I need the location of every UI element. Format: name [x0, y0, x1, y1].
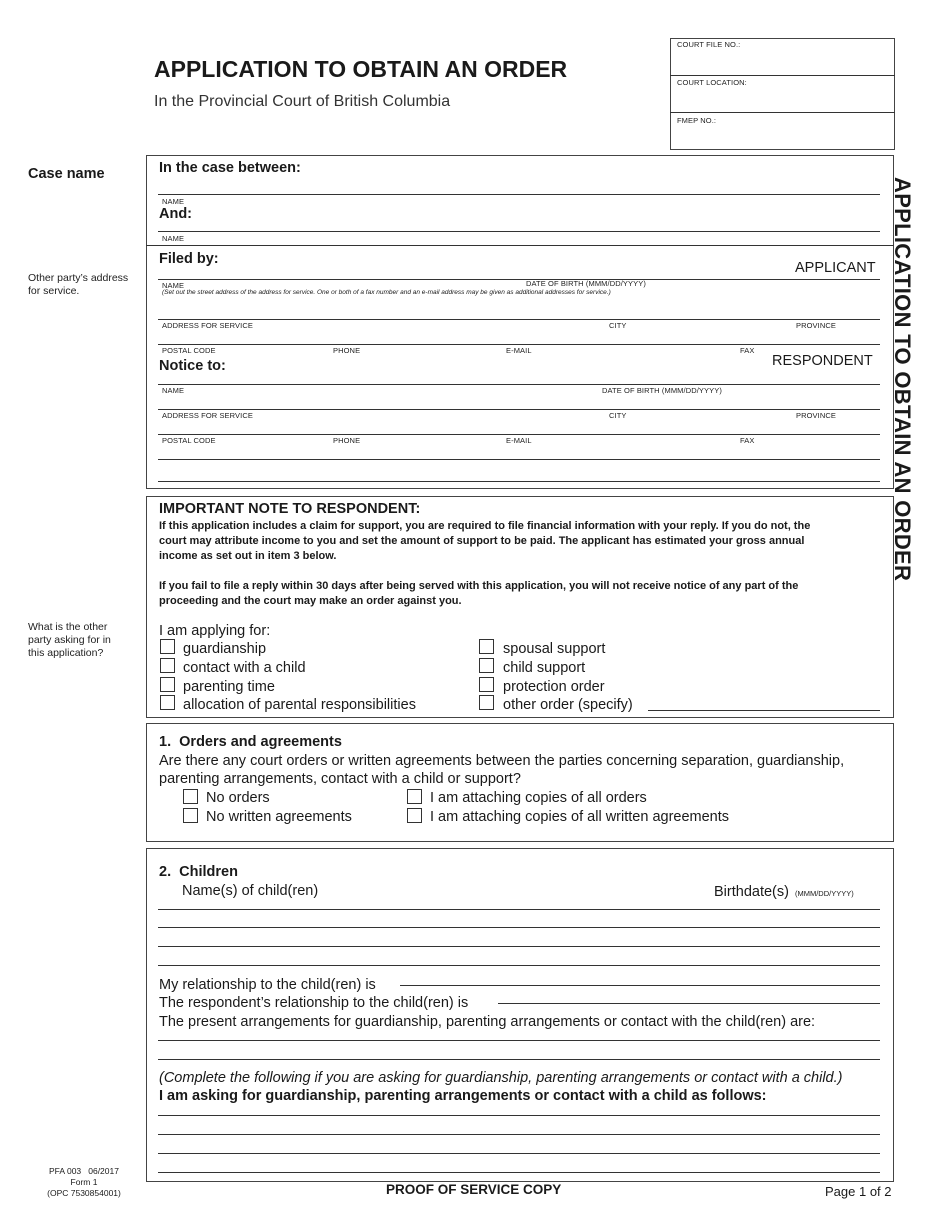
reply-deadline-notice: If you fail to file a reply within 30 days after being served with this application, you will not receive notice of any part of the proceeding and the court may make an order against you. [159, 580, 799, 607]
phone-label: PHONE [333, 436, 361, 445]
fax-label: FAX [740, 436, 755, 445]
other-party-address-note: Other party’s address for service. [28, 272, 129, 297]
asking-line[interactable] [158, 1172, 880, 1173]
name-label: NAME [162, 386, 185, 395]
orders-heading: 1. Orders and agreements [159, 734, 342, 750]
court-info-box [670, 38, 895, 150]
option-label: No written agreements [206, 809, 352, 825]
respondent-relationship-line[interactable] [498, 1003, 880, 1004]
page-number: Page 1 of 2 [825, 1184, 892, 1199]
email-label: E-MAIL [506, 346, 532, 355]
city-label: CITY [609, 321, 627, 330]
filed-by-heading: Filed by: [159, 251, 219, 267]
dob-label: DATE OF BIRTH (MMM/DD/YYYY) [526, 279, 646, 288]
fax-label: FAX [740, 346, 755, 355]
present-arrangements-label: The present arrangements for guardianship, parenting arrangements or contact with the child(ren) are: [159, 1014, 816, 1030]
notice-address-line[interactable] [158, 409, 880, 410]
form-subtitle: In the Provincial Court of British Columbia [154, 93, 451, 110]
option-label: contact with a child [183, 660, 306, 676]
other-order-specify-line[interactable] [648, 710, 880, 711]
complete-note: (Complete the following if you are asking for guardianship, parenting arrangements or contact with a child.) [159, 1070, 843, 1086]
phone-label: PHONE [333, 346, 361, 355]
applicant-name-line[interactable] [158, 194, 880, 195]
child-names-label: Name(s) of child(ren) [182, 883, 319, 899]
option-label: protection order [503, 679, 605, 695]
option-label: No orders [206, 790, 270, 806]
email-label: E-MAIL [506, 436, 532, 445]
option-label: other order (specify) [503, 697, 633, 713]
postal-code-label: POSTAL CODE [162, 436, 216, 445]
parental-responsibilities-checkbox[interactable] [160, 695, 175, 710]
and-heading: And: [159, 206, 193, 222]
asking-as-follows-label: I am asking for guardianship, parenting arrangements or contact with a child as follows: [159, 1088, 767, 1104]
address-label: ADDRESS FOR SERVICE [162, 321, 253, 330]
option-label: guardianship [183, 641, 267, 657]
respondent-role: RESPONDENT [772, 353, 873, 369]
orders-question: Are there any court orders or written agreements between the parties concerning separation, guardianship, parenting arrangements, contact with a child or support? [159, 753, 845, 787]
notice-name-line[interactable] [158, 384, 880, 385]
children-heading: 2. Children [159, 864, 238, 880]
asking-line[interactable] [158, 1134, 880, 1135]
child-line[interactable] [158, 965, 880, 966]
address-label: ADDRESS FOR SERVICE [162, 411, 253, 420]
court-location-field[interactable]: COURT LOCATION: [677, 78, 747, 87]
no-orders-checkbox[interactable] [183, 789, 198, 804]
name-label: NAME [162, 281, 185, 290]
dob-label: DATE OF BIRTH (MMM/DD/YYYY) [602, 386, 722, 395]
province-label: PROVINCE [796, 321, 836, 330]
child-line[interactable] [158, 927, 880, 928]
my-relationship-label: My relationship to the child(ren) is [159, 977, 376, 993]
address-instruction: (Set out the street address of the address for service. One or both of a fax number and an e-mail address may be given as additional addresses for service.) [162, 289, 611, 296]
attaching-orders-checkbox[interactable] [407, 789, 422, 804]
postal-code-label: POSTAL CODE [162, 346, 216, 355]
applicant-role: APPLICANT [795, 260, 876, 276]
contact-with-child-checkbox[interactable] [160, 658, 175, 673]
form-code-block: PFA 003 06/2017 Form 1 (OPC 7530854001) [47, 1166, 121, 1198]
arrangements-line[interactable] [158, 1040, 880, 1041]
important-note-heading: IMPORTANT NOTE TO RESPONDENT: [159, 501, 421, 517]
name-label: NAME [162, 234, 185, 243]
no-written-agreements-checkbox[interactable] [183, 808, 198, 823]
filed-by-name-line[interactable] [158, 279, 880, 280]
asking-for-note: What is the other party asking for in this application? [28, 621, 111, 659]
notice-to-heading: Notice to: [159, 358, 226, 374]
attaching-agreements-checkbox[interactable] [407, 808, 422, 823]
asking-line[interactable] [158, 1115, 880, 1116]
asking-line[interactable] [158, 1153, 880, 1154]
other-order-checkbox[interactable] [479, 695, 494, 710]
case-between-heading: In the case between: [159, 160, 301, 176]
case-name-note: Case name [28, 166, 105, 182]
form-title: APPLICATION TO OBTAIN AN ORDER [154, 56, 568, 82]
guardianship-checkbox[interactable] [160, 639, 175, 654]
filed-by-address-line[interactable] [158, 319, 880, 320]
option-label: parenting time [183, 679, 275, 695]
child-line[interactable] [158, 946, 880, 947]
city-label: CITY [609, 411, 627, 420]
proof-of-service-copy: PROOF OF SERVICE COPY [386, 1182, 562, 1197]
option-label: child support [503, 660, 586, 676]
respondent-relationship-label: The respondent’s relationship to the child(ren) is [159, 995, 469, 1011]
respondent-name-line[interactable] [158, 231, 880, 232]
option-label: I am attaching copies of all written agreements [430, 809, 730, 825]
extra-line[interactable] [158, 459, 880, 460]
option-label: I am attaching copies of all orders [430, 790, 647, 806]
notice-contact-line[interactable] [158, 434, 880, 435]
applying-for-label: I am applying for: [159, 623, 271, 639]
support-notice: If this application includes a claim for support, you are required to file financial information with your reply. If you do not, the court may attribute income to you and set the amount of support to be paid. The applicant has estimated your gross annual income as set out in item 3 below. [159, 520, 811, 562]
child-line[interactable] [158, 909, 880, 910]
extra-line[interactable] [158, 481, 880, 482]
protection-order-checkbox[interactable] [479, 677, 494, 692]
court-file-no-field[interactable]: COURT FILE NO.: [677, 40, 741, 49]
spousal-support-checkbox[interactable] [479, 639, 494, 654]
birthdates-label: Birthdate(s) (MMM/DD/YYYY) [714, 884, 854, 900]
my-relationship-line[interactable] [400, 985, 880, 986]
filed-by-contact-line[interactable] [158, 344, 880, 345]
arrangements-line[interactable] [158, 1059, 880, 1060]
fmep-no-field[interactable]: FMEP NO.: [677, 116, 717, 125]
option-label: allocation of parental responsibilities [183, 697, 416, 713]
province-label: PROVINCE [796, 411, 836, 420]
child-support-checkbox[interactable] [479, 658, 494, 673]
option-label: spousal support [503, 641, 606, 657]
name-label: NAME [162, 197, 185, 206]
parenting-time-checkbox[interactable] [160, 677, 175, 692]
